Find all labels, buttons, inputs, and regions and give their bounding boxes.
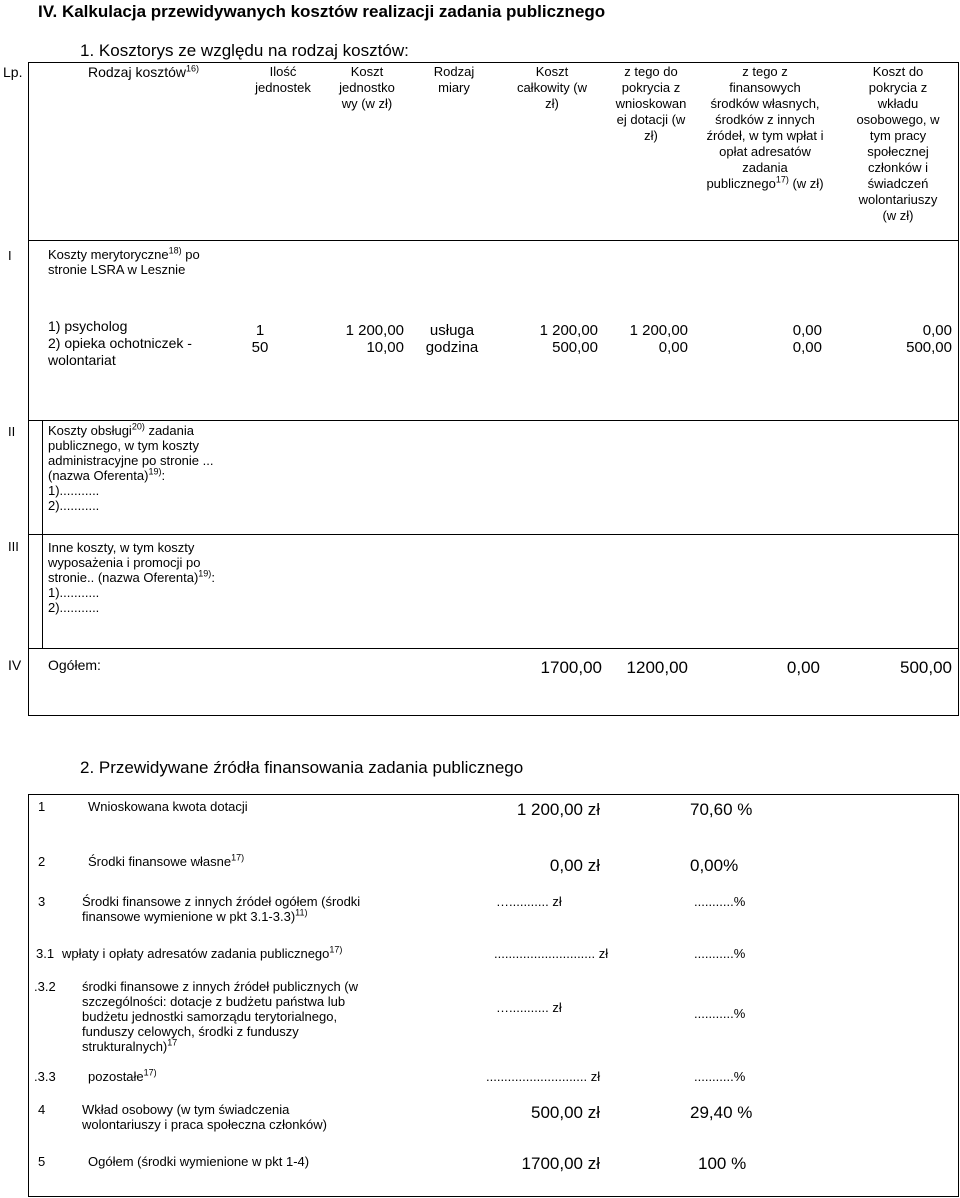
header-units: Ilość jednostek — [255, 64, 311, 95]
funding-row-label: Wkład osobowy (w tym świadczenia wolontariuszy i praca społeczna członków) — [82, 1102, 327, 1132]
header-grant-share: z tego do pokrycia z wnioskowan ej dotacji (w zł) — [615, 64, 687, 143]
row-ii-label: Koszty obsługi$^{20)}$ zadania publicznego, w tym koszty administracyjne po stronie ... (nazwa Oferenta)$^{19)}$: 1)........... 2)........... — [48, 421, 214, 513]
row-i-total-cost: 1 200,00 500,00 — [539, 322, 598, 356]
header-total-cost: Koszt całkowity (w zł) — [516, 64, 588, 111]
funding-row-amount: 0,00 zł — [549, 856, 600, 875]
section-title: IV. Kalkulacja przewidywanych kosztów realizacji zadania publicznego — [38, 2, 606, 21]
header-lp: Lp. — [3, 64, 23, 80]
funding-row-num: 4 — [38, 1102, 46, 1117]
funding-row-percent: 29,40 % — [690, 1103, 753, 1122]
row-i-label: Koszty merytoryczne$^{18)}$ po stronie LSRA w Lesznie — [48, 245, 200, 277]
funding-row-label: Wnioskowana kwota dotacji — [88, 799, 248, 814]
subtitle-funding-sources: 2. Przewidywane źródła finansowania zadania publicznego — [80, 758, 524, 777]
funding-row-amount: 1700,00 zł — [521, 1154, 600, 1173]
row-iii-number: III — [8, 539, 19, 554]
header-personal-contribution: Koszt do pokrycia z wkładu osobowego, w tym pracy społecznej członków i świadczeń wolontariuszy (w zł) — [856, 64, 940, 223]
funding-row-amount: …........... zł — [496, 894, 562, 909]
funding-row-amount: ............................ zł — [494, 946, 609, 961]
funding-row-percent: ...........% — [694, 1006, 746, 1021]
row-i-unit-cost: 1 200,00 10,00 — [345, 322, 404, 356]
row-i-items: 1) psycholog 2) opieka ochotniczek - wolontariat — [48, 318, 192, 368]
row-ii-number: II — [8, 424, 16, 439]
row-i-number: I — [8, 248, 12, 263]
funding-row-percent: ...........% — [694, 1069, 746, 1084]
row-iv-label: Ogółem: — [48, 657, 101, 673]
funding-row-percent: 0,00% — [690, 856, 739, 875]
personal-sum: 500,00 — [900, 658, 952, 677]
row-i-personal: 0,00 500,00 — [906, 322, 952, 356]
row-i-grant: 1 200,00 0,00 — [629, 322, 688, 356]
funding-row-amount: 1 200,00 zł — [516, 800, 600, 819]
funding-row-num: 2 — [38, 854, 46, 869]
funding-row-num: 3 — [38, 894, 46, 909]
row-iv-number: IV — [8, 657, 22, 673]
total-cost-sum: 1700,00 — [540, 658, 602, 677]
funding-row-percent: 70,60 % — [690, 800, 753, 819]
funding-row-label: Ogółem (środki wymienione w pkt 1-4) — [88, 1154, 310, 1169]
funding-row-label: pozostałe$^{17)}$ — [88, 1067, 157, 1084]
subtitle-cost-estimate: 1. Kosztorys ze względu na rodzaj kosztów: — [80, 41, 409, 60]
funding-row-amount: ............................ zł — [486, 1069, 601, 1084]
funding-row-label: wpłaty i opłaty adresatów zadania publicznego$^{17)}$ — [62, 944, 343, 961]
funding-row-num: .3.2 — [34, 979, 56, 994]
header-measure: Rodzaj miary — [433, 64, 475, 95]
funding-row-num: 1 — [38, 799, 46, 814]
row-i-own-funds: 0,00 0,00 — [792, 322, 822, 356]
funding-row-num: .3.3 — [34, 1069, 56, 1084]
funding-row-percent: ...........% — [694, 946, 746, 961]
own-funds-sum: 0,00 — [786, 658, 820, 677]
header-unit-cost: Koszt jednostko wy (w zł) — [339, 64, 395, 111]
funding-row-num: 3.1 — [36, 946, 55, 961]
header-cost-type: Rodzaj kosztów$^{16)}$ — [88, 63, 200, 80]
funding-row-num: 5 — [38, 1154, 46, 1169]
grant-sum: 1200,00 — [626, 658, 688, 677]
row-iii-label: Inne koszty, w tym koszty wyposażenia i promocji po stronie.. (nazwa Oferenta)$^{19)}$: 1)........... 2)........... — [48, 540, 215, 615]
funding-row-label: Środki finansowe własne$^{17)}$ — [88, 852, 245, 869]
row-i-measure: usługa godzina — [425, 322, 479, 356]
funding-row-percent: ...........% — [694, 894, 746, 909]
funding-row-label: środki finansowe z innych źródeł publicznych (w szczególności: dotacje z budżetu państwa lub budżetu jednostki samorządu terytorialnego, funduszy celowych, środki z funduszy strukturalnych)$^{17}$ — [82, 979, 359, 1054]
funding-row-percent: 100 % — [698, 1154, 747, 1173]
row-i-units: 1 50 — [251, 322, 269, 356]
header-own-funds: z tego z finansowych środków własnych, środków z innych źródeł, w tym wpłat i opłat adresatów zadania publicznego$^{17)}$ (w zł) — [706, 64, 824, 191]
funding-row-label: Środki finansowe z innych źródeł ogółem (środki finansowe wymienione w pkt 3.1-3.3)$^{11)}$ — [82, 894, 361, 924]
funding-row-amount: 500,00 zł — [531, 1103, 600, 1122]
funding-row-amount: …........... zł — [496, 1000, 562, 1015]
